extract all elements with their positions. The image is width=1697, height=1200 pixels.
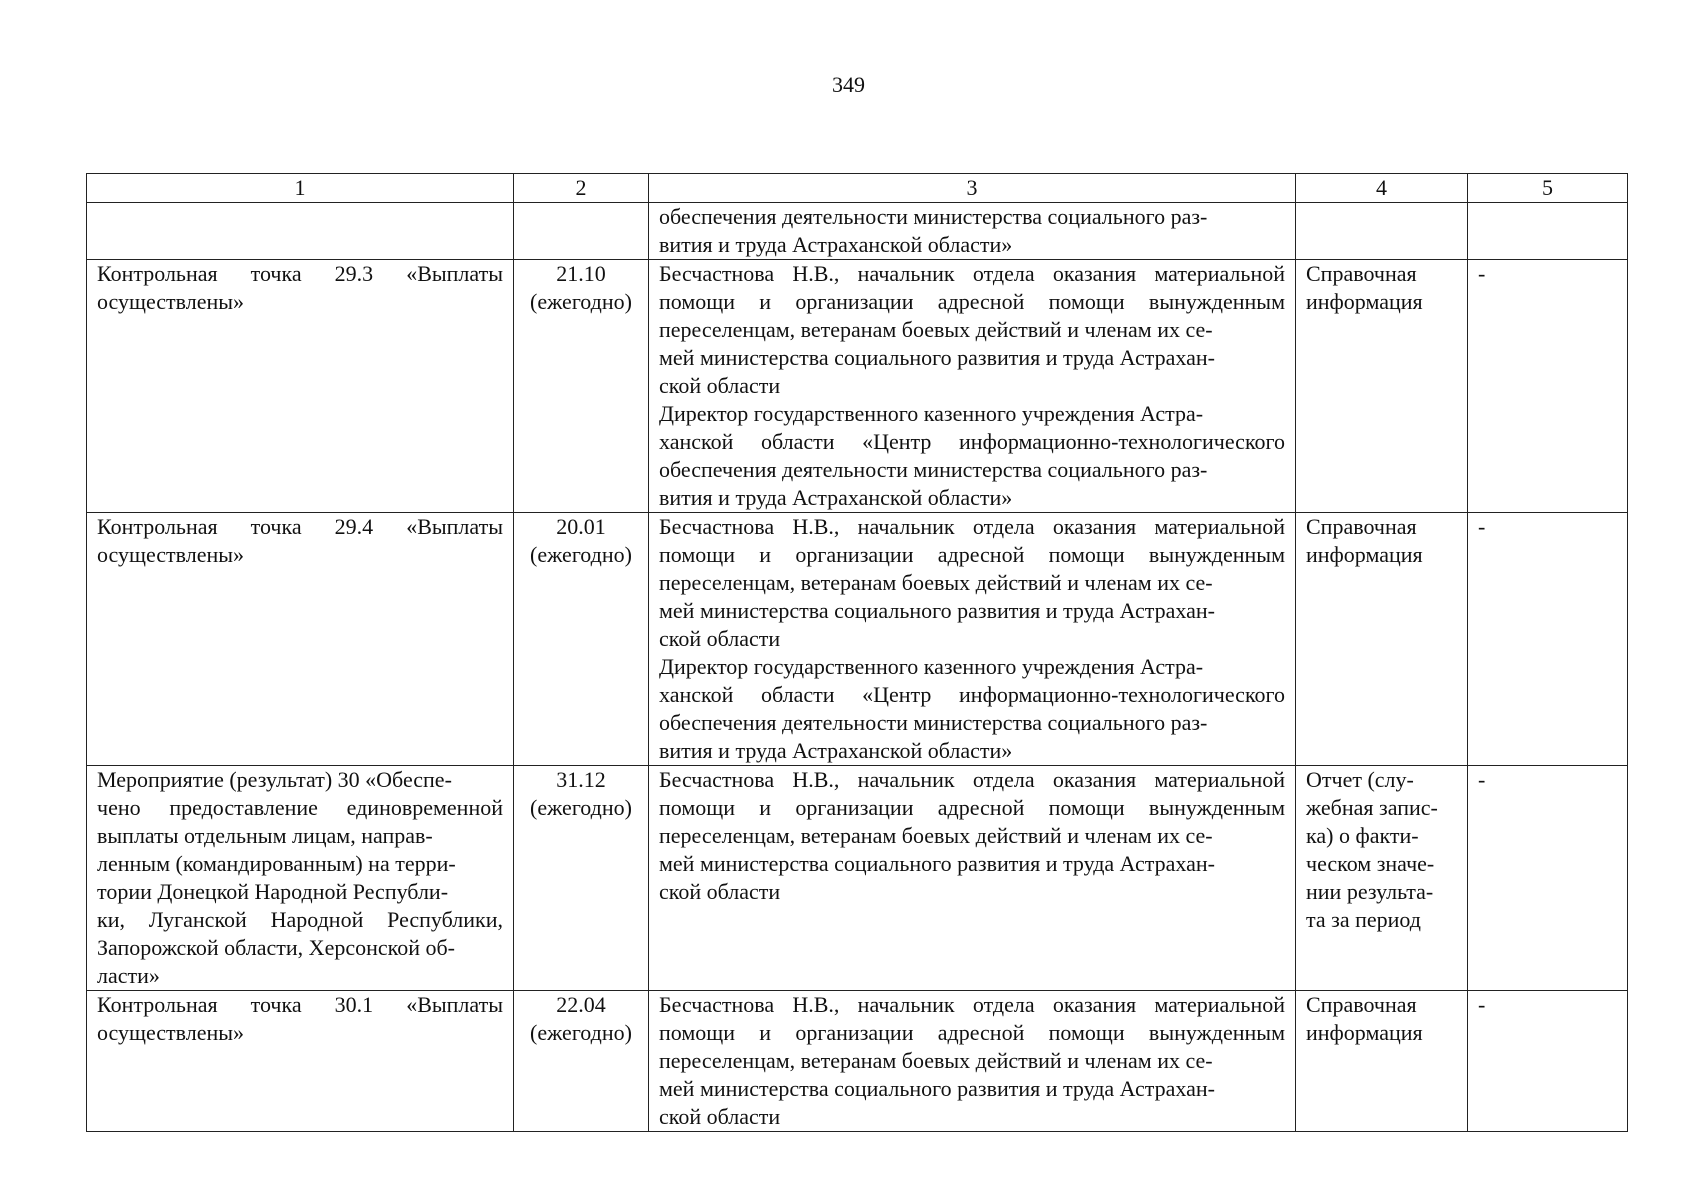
row-document-cell: Справочная информация <box>1296 260 1468 513</box>
continuation-row <box>87 203 1628 260</box>
row-name-cell: Контрольная точка 29.4 «Выплаты осуществлены» <box>87 513 514 766</box>
row-date-cell <box>514 513 649 766</box>
header-col-4: 4 <box>1296 174 1468 203</box>
row-date-cell <box>514 991 649 1132</box>
row-date-note: (ежегодно) <box>530 289 632 314</box>
row-name-cell: Контрольная точка 29.3 «Выплаты осуществлены» <box>87 260 514 513</box>
table-row <box>87 513 1628 766</box>
table-row <box>87 766 1628 991</box>
continuation-name-cell <box>87 203 514 260</box>
row-responsible-cell <box>649 991 1296 1132</box>
table-row <box>87 991 1628 1132</box>
row-responsible-primary: Бесчастнова Н.В., начальник отдела оказания материальной помощи и организации адресной помощи вынужденным переселенцам, ветеранам боевых действий и членам их се- мей министерства социального развития и труда Астрахан- ской области <box>659 514 1285 651</box>
header-col-5: 5 <box>1468 174 1628 203</box>
row-responsible-cell <box>649 513 1296 766</box>
row-col5-cell: - <box>1468 513 1628 766</box>
row-date: 31.12 <box>556 767 606 792</box>
row-document-cell: Отчет (слу- жебная запис- ка) о факти- ческом значе- нии результа- та за период <box>1296 766 1468 991</box>
header-col-3: 3 <box>649 174 1296 203</box>
row-date: 21.10 <box>556 261 606 286</box>
row-responsible-secondary: Директор государственного казенного учреждения Астра- ханской области «Центр информационно-технологического обеспечения деятельности министерства социального раз- вития и труда Астраханской области» <box>659 401 1285 510</box>
header-col-1: 1 <box>87 174 514 203</box>
row-responsible-primary: Бесчастнова Н.В., начальник отдела оказания материальной помощи и организации адресной помощи вынужденным переселенцам, ветеранам боевых действий и членам их се- мей министерства социального развития и труда Астрахан- ской области <box>659 767 1285 904</box>
row-date: 22.04 <box>556 992 606 1017</box>
header-row <box>87 174 1628 203</box>
row-date-cell <box>514 766 649 991</box>
table-row <box>87 260 1628 513</box>
row-col5-cell: - <box>1468 260 1628 513</box>
row-responsible-primary: Бесчастнова Н.В., начальник отдела оказания материальной помощи и организации адресной помощи вынужденным переселенцам, ветеранам боевых действий и членам их се- мей министерства социального развития и труда Астрахан- ской области <box>659 261 1285 398</box>
row-document-cell: Справочная информация <box>1296 513 1468 766</box>
row-name-cell: Мероприятие (результат) 30 «Обеспе- чено предоставление единовременной выплаты отдельным лицам, направ- ленным (командированным) на терри- тории Донецкой Народной Республи- ки, Луганской Народной Республики, Запорожской области, Херсонской об- ласти» <box>87 766 514 991</box>
row-responsible-cell <box>649 766 1296 991</box>
row-col5-cell: - <box>1468 991 1628 1132</box>
row-date: 20.01 <box>556 514 606 539</box>
row-date-note: (ежегодно) <box>530 542 632 567</box>
row-date-note: (ежегодно) <box>530 1020 632 1045</box>
row-responsible-cell <box>649 260 1296 513</box>
plan-table <box>86 173 1628 1132</box>
continuation-date-cell <box>514 203 649 260</box>
row-name-cell: Контрольная точка 30.1 «Выплаты осуществлены» <box>87 991 514 1132</box>
continuation-responsible-cell: обеспечения деятельности министерства социального раз- вития и труда Астраханской области» <box>649 203 1296 260</box>
row-responsible-secondary: Директор государственного казенного учреждения Астра- ханской области «Центр информационно-технологического обеспечения деятельности министерства социального раз- вития и труда Астраханской области» <box>659 654 1285 763</box>
row-date-note: (ежегодно) <box>530 795 632 820</box>
continuation-document-cell <box>1296 203 1468 260</box>
row-responsible-primary: Бесчастнова Н.В., начальник отдела оказания материальной помощи и организации адресной помощи вынужденным переселенцам, ветеранам боевых действий и членам их се- мей министерства социального развития и труда Астрахан- ской области <box>659 992 1285 1129</box>
row-col5-cell: - <box>1468 766 1628 991</box>
continuation-col5-cell <box>1468 203 1628 260</box>
page-number: 349 <box>832 72 865 97</box>
row-date-cell <box>514 260 649 513</box>
header-col-2: 2 <box>514 174 649 203</box>
row-document-cell: Справочная информация <box>1296 991 1468 1132</box>
